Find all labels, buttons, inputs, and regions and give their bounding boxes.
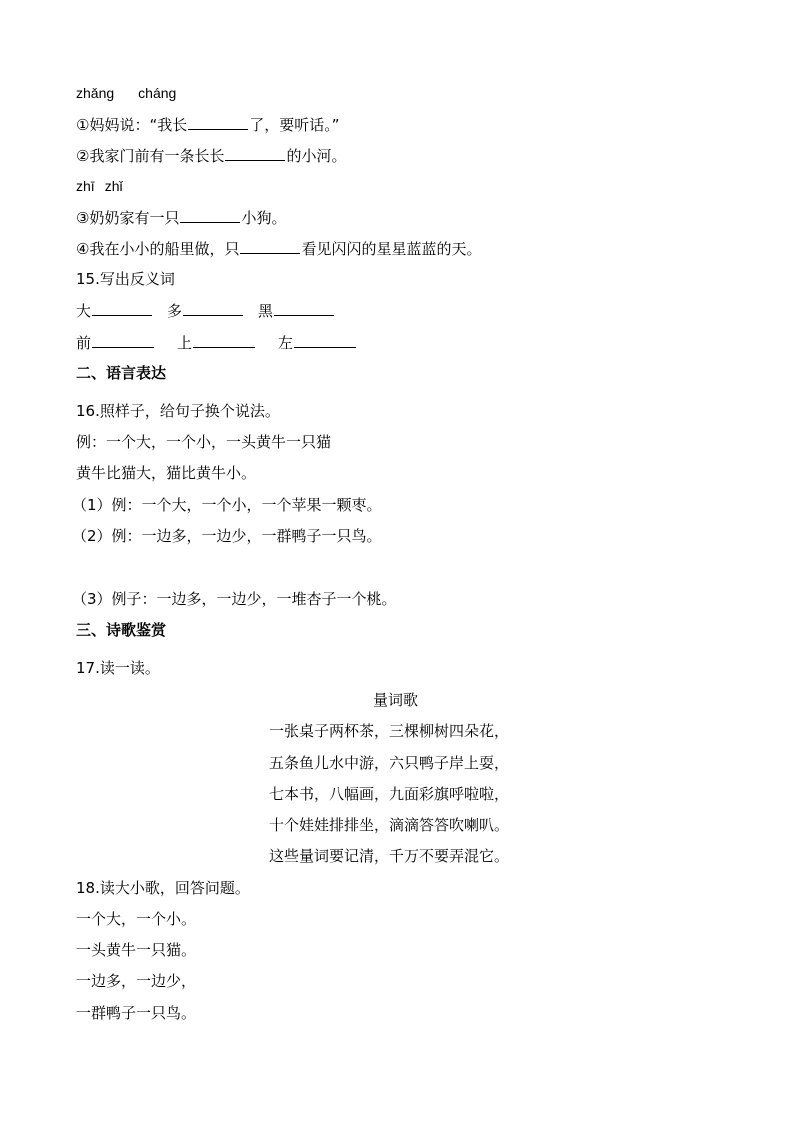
antonym-word: 大 [76, 302, 92, 320]
poem-line: 这些量词要记清，千万不要弄混它。 [269, 847, 510, 865]
pinyin-zhi3: zhǐ [104, 178, 123, 194]
poem-line: 七本书，八幅画，九面彩旗呼啦啦， [269, 785, 510, 803]
antonym-word: 上 [177, 334, 193, 352]
pinyin-chang: cháng [138, 85, 177, 101]
answer-blank[interactable] [92, 332, 154, 348]
item-text: ③奶奶家有一只 [76, 209, 180, 227]
pinyin-line-2 [76, 176, 123, 196]
item-text: ②我家门前有一条长长 [76, 147, 225, 165]
song-line: 一个大，一个小。 [76, 910, 197, 928]
q16-example-2: 黄牛比猫大，猫比黄牛小。 [76, 464, 257, 482]
poem-title: 量词歌 [373, 691, 419, 709]
pinyin-zhi1: zhī [76, 178, 95, 194]
q16-title: 16.照样子，给句子换个说法。 [76, 402, 280, 420]
q15-row-2 [76, 332, 357, 353]
q16-sub-3: （3）例子：一边多，一边少，一堆杏子一个桃。 [72, 590, 397, 608]
q14-item-4 [76, 238, 481, 259]
answer-blank[interactable] [240, 238, 300, 254]
antonym-word: 左 [278, 334, 294, 352]
answer-blank[interactable] [188, 114, 248, 130]
pinyin-zhang: zhǎng [76, 85, 115, 101]
answer-blank[interactable] [225, 145, 285, 161]
song-line: 一群鸭子一只鸟。 [76, 1004, 197, 1022]
q18-title: 18.读大小歌，回答问题。 [76, 879, 250, 897]
answer-blank[interactable] [274, 300, 334, 316]
poem-line: 十个娃娃排排坐，滴滴答答吹喇叭。 [269, 816, 510, 834]
answer-blank[interactable] [180, 207, 240, 223]
q14-item-3 [76, 207, 286, 228]
answer-blank[interactable] [294, 332, 356, 348]
q17-title: 17.读一读。 [76, 659, 160, 677]
answer-blank[interactable] [193, 332, 255, 348]
q15-row-1 [76, 300, 335, 321]
q14-item-1 [76, 114, 340, 135]
q16-sub-1: （1）例：一个大，一个小，一个苹果一颗枣。 [72, 496, 382, 514]
poem-line: 五条鱼儿水中游，六只鸭子岸上耍， [269, 754, 510, 772]
item-text: ①妈妈说：“我长 [76, 116, 188, 134]
q16-sub-2: （2）例：一边多，一边少，一群鸭子一只鸟。 [72, 527, 382, 545]
pinyin-line-1 [76, 83, 176, 103]
item-text: 看见闪闪的星星蓝蓝的天。 [301, 240, 482, 258]
antonym-word: 前 [76, 334, 92, 352]
q14-item-2 [76, 145, 346, 166]
antonym-word: 多 [167, 302, 183, 320]
item-text: 的小河。 [286, 147, 347, 165]
item-text: 小狗。 [241, 209, 287, 227]
song-line: 一头黄牛一只猫。 [76, 941, 197, 959]
q15-title: 15.写出反义词 [76, 270, 175, 288]
poem-line: 一张桌子两杯茶，三棵柳树四朵花， [269, 722, 510, 740]
q16-example-1: 例：一个大，一个小，一头黄牛一只猫 [76, 433, 332, 451]
section-heading-3: 三、诗歌鉴赏 [76, 621, 167, 639]
antonym-word: 黑 [258, 302, 274, 320]
song-line: 一边多，一边少， [76, 972, 197, 990]
answer-blank[interactable] [183, 300, 243, 316]
item-text: ④我在小小的船里做，只 [76, 240, 240, 258]
answer-blank[interactable] [92, 300, 152, 316]
section-heading-2: 二、语言表达 [76, 364, 167, 382]
item-text: 了，要听话。” [249, 116, 340, 134]
